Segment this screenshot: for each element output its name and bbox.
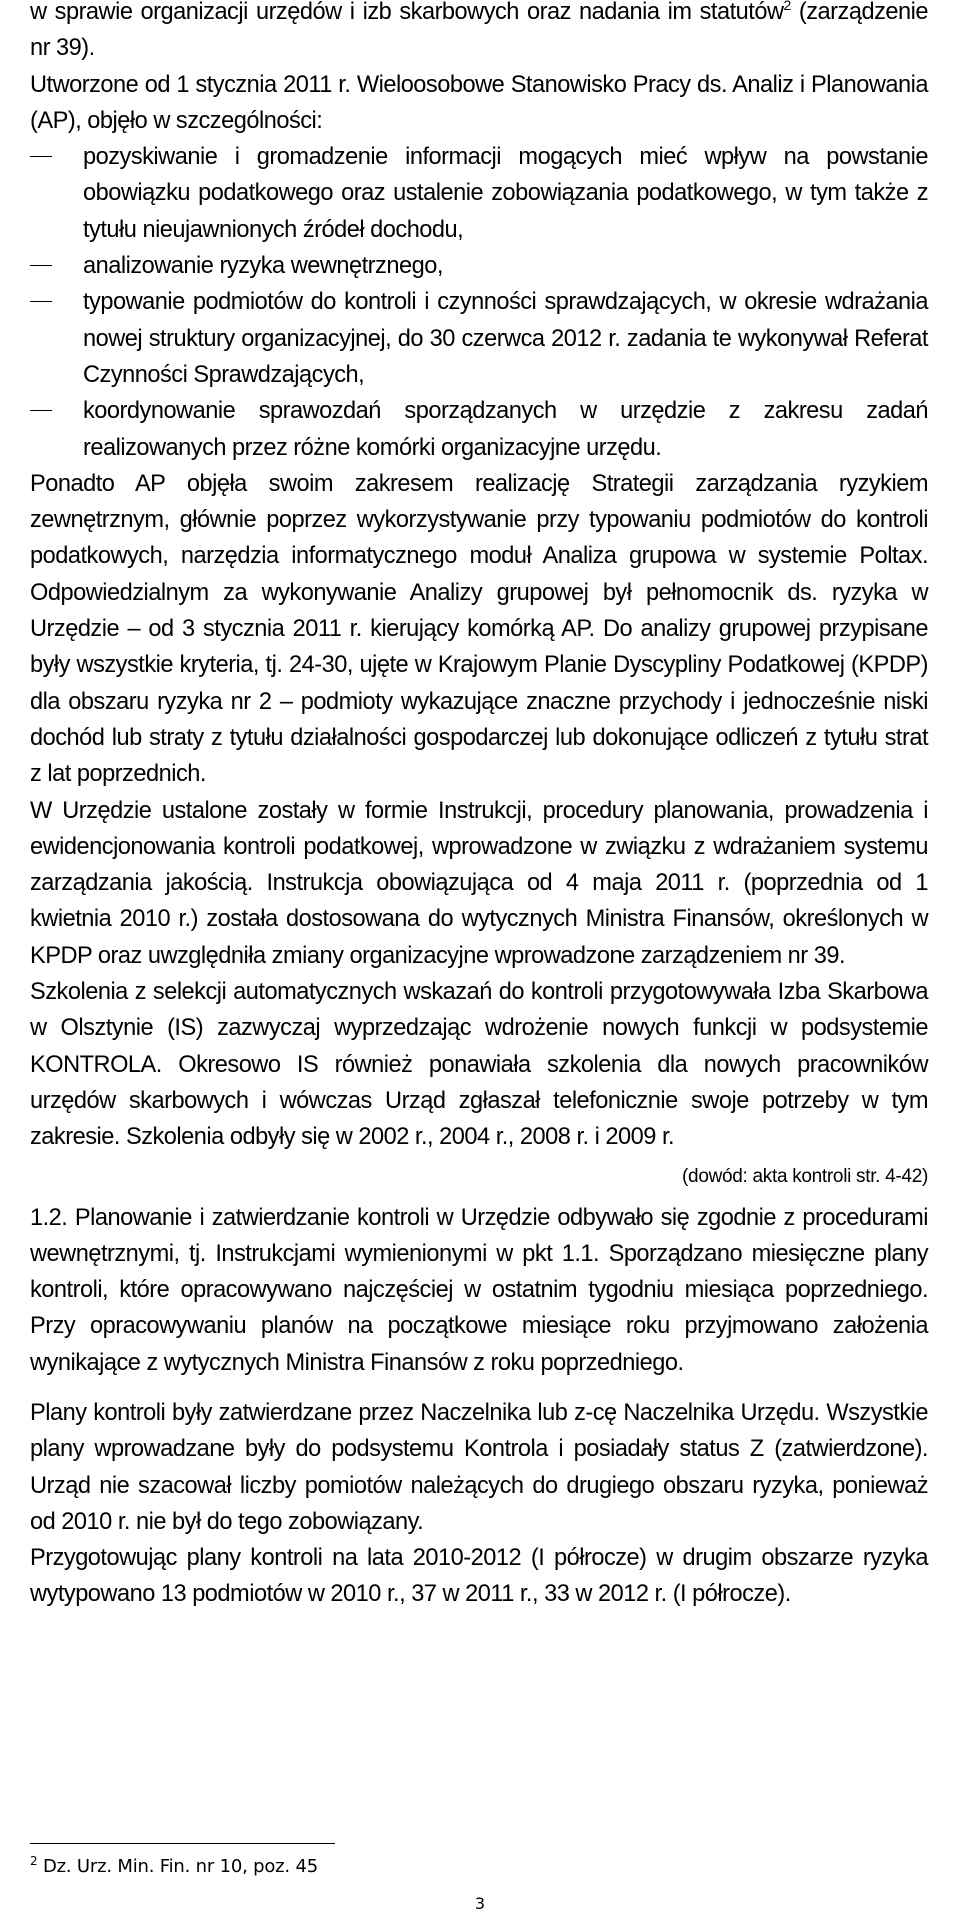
document-body — [30, 0, 928, 1613]
dash-bullet — [30, 410, 52, 411]
page-number: 3 — [474, 1894, 486, 1913]
list-item — [30, 139, 928, 248]
paragraph-risk-strategy: Ponadto AP objęła swoim zakresem realizację Strategii zarządzania ryzykiem zewnętrznym, głównie poprzez wykorzystywanie przy typowaniu podmiotów do kontroli podatkowych, narzędzia informatycznego moduł Analiza grupowa w systemie Poltax. Odpowiedzialnym za wykonywanie Analizy grupowej był pełnomocnik ds. ryzyka w Urzędzie – od 3 stycznia 2011 r. kierujący komórką AP. Do analizy grupowej przypisane były wszystkie kryteria, tj. 24-30, ujęte w Krajowym Planie Dyscypliny Podatkowej (KPDP) dla obszaru ryzyka nr 2 – podmioty wykazujące znaczne przychody i jednocześnie niski dochód lub straty z tytułu działalności gospodarczej lub dokonujące odliczeń z tytułu strat z lat poprzednich. — [30, 470, 928, 788]
paragraph-selection: Przygotowując plany kontroli na lata 2010-2012 (I półrocze) w drugim obszarze ryzyka wytypowano 13 podmiotów w 2010 r., 37 w 2011 r., 33 w 2012 r. (I półrocze). — [30, 1545, 928, 1608]
list-item-text: typowanie podmiotów do kontroli i czynności sprawdzających, w okresie wdrażania nowej struktury organizacyjnej, do 30 czerwca 2012 r. zadania te wykonywał Referat Czynności Sprawdzających, — [83, 289, 928, 388]
footnote — [30, 1855, 318, 1879]
paragraph-planning: 1.2. Planowanie i zatwierdzanie kontroli w Urzędzie odbywało się zgodnie z procedurami wewnętrznymi, tj. Instrukcjami wymienionymi w pkt 1.1. Sporządzano miesięczne plany kontroli, które opracowywano najczęściej w ostatnim tygodniu miesiąca poprzedniego. Przy opracowywaniu planów na początkowe miesiące roku przyjmowano założenia wynikające z wytycznych Ministra Finansów z roku poprzedniego. — [30, 1204, 928, 1376]
paragraph-text-tail: (zarządzenie nr 39). — [30, 0, 928, 62]
list-item — [30, 393, 928, 466]
paragraph-training: Szkolenia z selekcji automatycznych wskazań do kontroli przygotowywała Izba Skarbowa w Olsztynie (IS) zazwyczaj wyprzedzając wdrożenie nowych funkcji w podsystemie KONTROLA. Okresowo IS również ponawiała szkolenia dla nowych pracowników urzędów skarbowych i wówczas Urząd zgłaszał telefonicznie swoje potrzeby w tym zakresie. Szkolenia odbyły się w 2002 r., 2004 r., 2008 r. i 2009 r. — [30, 979, 928, 1151]
list-item — [30, 284, 928, 393]
paragraph-approval: Plany kontroli były zatwierdzane przez Naczelnika lub z-cę Naczelnika Urzędu. Wszystkie plany wprowadzane były do podsystemu Kontrola i posiadały status Z (zatwierdzone). Urząd nie szacował liczby pomiotów należących do drugiego obszaru ryzyka, ponieważ od 2010 r. nie był do tego zobowiązany. — [30, 1399, 928, 1535]
paragraph-ap-intro: Utworzone od 1 stycznia 2011 r. Wieloosobowe Stanowisko Pracy ds. Analiz i Planowania (AP), objęło w szczególności: — [30, 71, 928, 134]
paragraph-spacer — [30, 1381, 928, 1395]
dash-bullet — [30, 156, 52, 157]
footnote-mark: 2 — [30, 1854, 38, 1868]
footnote-reference: 2 — [783, 0, 791, 14]
list-item-text: koordynowanie sprawozdań sporządzanych w urzędzie z zakresu zadań realizowanych przez różne komórki organizacyjne urzędu. — [83, 398, 928, 461]
footnote-text: Dz. Urz. Min. Fin. nr 10, poz. 45 — [37, 1856, 318, 1877]
paragraph-text: w sprawie organizacji urzędów i izb skarbowych oraz nadania im statutów — [30, 0, 784, 25]
dash-bullet — [30, 301, 52, 302]
dash-bullet — [30, 265, 52, 266]
list-item-text: analizowanie ryzyka wewnętrznego, — [83, 253, 443, 280]
paragraph-statute — [30, 0, 928, 67]
list-item — [30, 248, 928, 284]
paragraph-instruction: W Urzędzie ustalone zostały w formie Instrukcji, procedury planowania, prowadzenia i ewidencjonowania kontroli podatkowej, wprowadzone w związku z wdrażaniem systemu zarządzania jakością. Instrukcja obowiązująca od 4 maja 2011 r. (poprzednia od 1 kwietnia 2010 r.) została dostosowana do wytycznych Ministra Finansów, określonych w KPDP oraz uwzględniła zmiany organizacyjne wprowadzone zarządzeniem nr 39. — [30, 797, 928, 969]
evidence-note: (dowód: akta kontroli str. 4-42) — [682, 1165, 928, 1187]
ap-duties-list — [30, 139, 928, 466]
list-item-text: pozyskiwanie i gromadzenie informacji mogących mieć wpływ na powstanie obowiązku podatkowego oraz ustalenie zobowiązania podatkowego, w tym także z tytułu nieujawnionych źródeł dochodu, — [83, 144, 928, 243]
footnote-separator — [30, 1843, 335, 1844]
